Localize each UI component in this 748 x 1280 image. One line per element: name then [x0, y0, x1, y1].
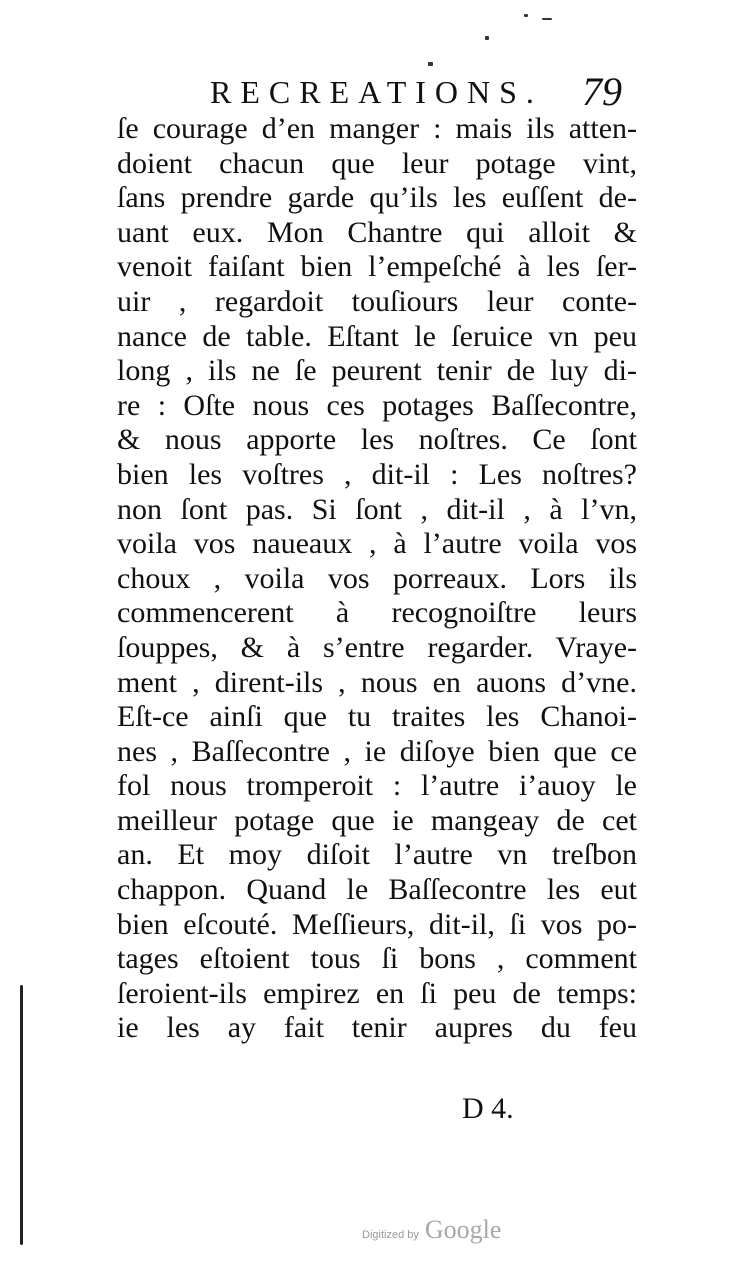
text-line: chappon. Quand le Baſſecontre les eut: [117, 873, 637, 907]
text-line: commencerent à recognoiſtre leurs: [117, 596, 637, 630]
text-line: uant eux. Mon Chantre qui alloit &: [117, 215, 637, 249]
body-text: [117, 112, 637, 1046]
text-line: non ſont pas. Si ſont , dit-il , à l’vn,: [117, 492, 637, 526]
ink-speck: [542, 18, 552, 20]
text-line: long , ils ne ſe peurent tenir de luy di-: [117, 354, 637, 388]
digitized-watermark: [362, 1215, 501, 1255]
text-line: uir , regardoit touſiours leur conte-: [117, 284, 637, 318]
ink-speck: [428, 62, 433, 66]
text-line: bien les voſtres , dit-il : Les noſtres?: [117, 457, 637, 491]
text-line: ſe courage d’en manger : mais ils atten-: [117, 112, 637, 145]
text-line: & nous apporte les noſtres. Ce ſont: [117, 423, 637, 457]
text-line: doient chacun que leur potage vint,: [117, 146, 637, 180]
text-line: venoit faiſant bien l’empeſché à les ſer-: [117, 250, 637, 284]
text-line: nance de table. Eſtant le ſeruice vn peu: [117, 319, 637, 353]
text-line: voila vos naueaux , à l’autre voila vos: [117, 527, 637, 561]
text-line: meilleur potage que ie mangeay de cet: [117, 803, 637, 837]
running-title: RECREATIONS.: [210, 74, 543, 110]
text-line: bien eſcouté. Meſſieurs, dit-il, ſi vos po-: [117, 907, 637, 941]
text-line: ie les ay fait tenir aupres du feu: [117, 1011, 637, 1045]
google-logo: Google: [424, 1215, 502, 1244]
text-line: an. Et moy diſoit l’autre vn treſbon: [117, 838, 637, 872]
digitized-by-label: Digitized by: [362, 1229, 419, 1241]
ink-speck: [524, 14, 528, 17]
text-line: re : Oſte nous ces potages Baſſecontre,: [117, 388, 637, 422]
text-line: Eſt-ce ainſi que tu traites les Chanoi-: [117, 700, 637, 734]
text-line: ſans prendre garde qu’ils les euſſent de-: [117, 181, 637, 215]
ink-speck: [485, 36, 489, 40]
text-line: tages eſtoient tous ſi bons , comment: [117, 942, 637, 976]
text-line: fol nous tromperoit : l’autre i’auoy le: [117, 769, 637, 803]
text-line: choux , voila vos porreaux. Lors ils: [117, 561, 637, 595]
page-header: [210, 68, 650, 112]
text-line: ſouppes, & à s’entre regarder. Vraye-: [117, 630, 637, 664]
signature-mark: D 4.: [462, 1092, 514, 1125]
text-line: ſeroient-ils empirez en ſi peu de temps:: [117, 976, 637, 1010]
page-number: 79: [582, 69, 622, 114]
text-line: ment , dirent-ils , nous en auons d’vne.: [117, 665, 637, 699]
binding-edge: [20, 985, 23, 1245]
text-line: nes , Baſſecontre , ie diſoye bien que ce: [117, 734, 637, 768]
